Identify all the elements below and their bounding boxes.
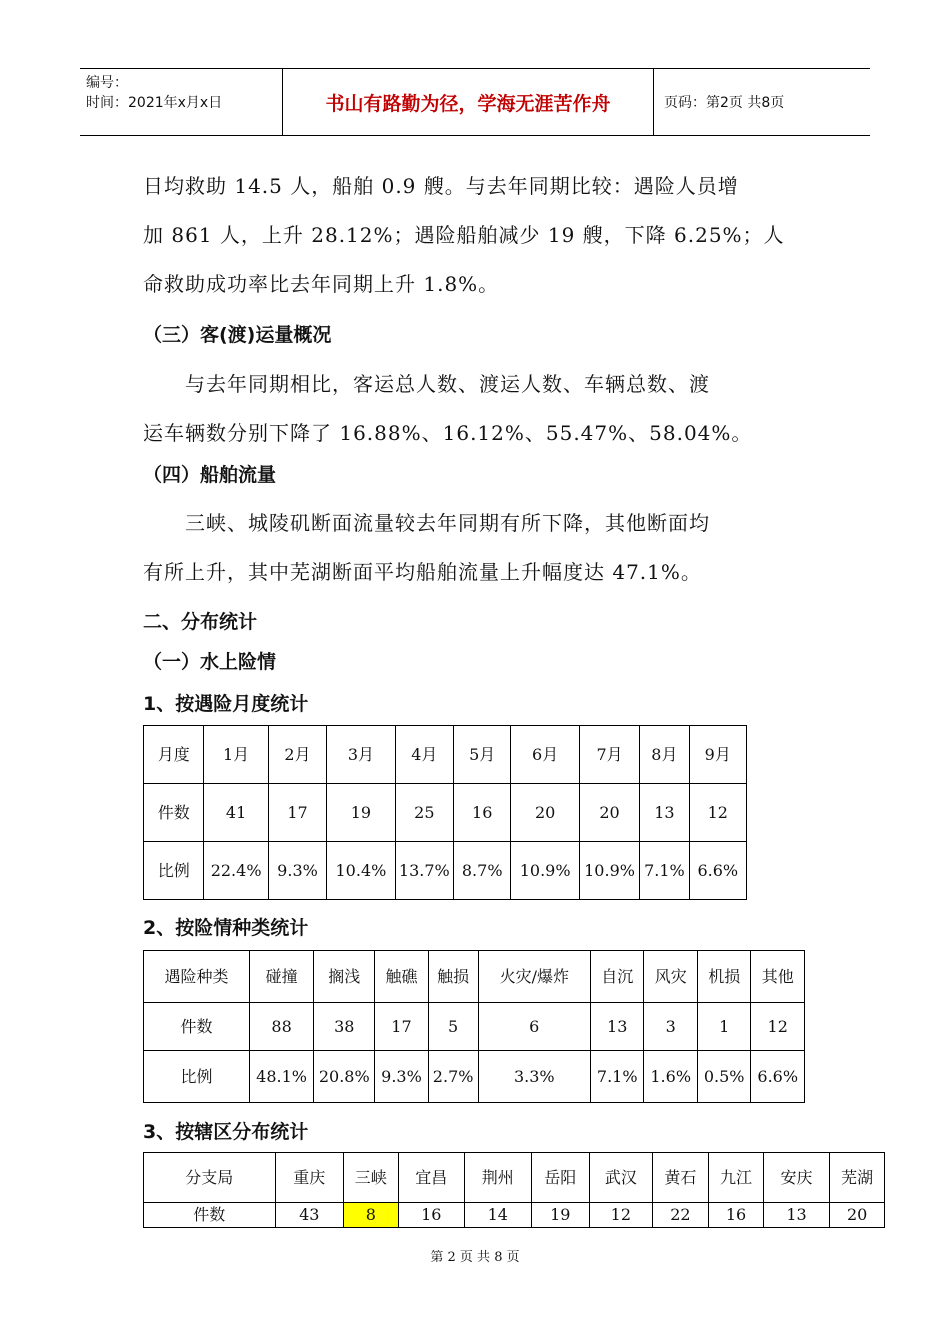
- table-cell: 19: [327, 784, 395, 842]
- table-cell: 13: [763, 1203, 829, 1228]
- table-cell: 22: [652, 1203, 709, 1228]
- table3-title: 3、按辖区分布统计: [143, 1121, 309, 1143]
- table-cell: 风灾: [644, 951, 697, 1003]
- table-cell: 7月: [579, 726, 639, 784]
- table-cell: 6: [478, 1003, 590, 1051]
- heading-ship-traffic: （四）船舶流量: [143, 464, 277, 486]
- table-cell: 22.4%: [204, 842, 268, 900]
- table-cell: 比例: [144, 842, 204, 900]
- table-jurisdiction: [143, 1152, 885, 1228]
- table-cell: 25: [395, 784, 453, 842]
- table-cell: 件数: [144, 1003, 250, 1051]
- table-cell: 1月: [204, 726, 268, 784]
- table-cell: 3.3%: [478, 1051, 590, 1103]
- doc-time-label: 时间：2021年x月x日: [86, 95, 223, 111]
- table-cell: 1: [697, 1003, 750, 1051]
- table-cell: 遇险种类: [144, 951, 250, 1003]
- table-cell: 19: [531, 1203, 590, 1228]
- table-cell: 触损: [428, 951, 478, 1003]
- heading-distribution: 二、分布统计: [143, 611, 258, 633]
- motto-text: 书山有路勤为径，学海无涯苦作舟: [325, 92, 611, 115]
- table-cell: 5: [428, 1003, 478, 1051]
- text-line: 加 861 人，上升 28.12%；遇险船舶减少 19 艘，下降 6.25%；人: [143, 223, 785, 247]
- table-cell: 20: [830, 1203, 885, 1228]
- table-row: [144, 1153, 885, 1203]
- table-cell: 12: [751, 1003, 805, 1051]
- table-cell: 5月: [454, 726, 511, 784]
- table-row: [144, 784, 747, 842]
- table-incident-types: [143, 950, 805, 1103]
- table-cell: 7.1%: [590, 1051, 643, 1103]
- table-cell: 2月: [268, 726, 326, 784]
- table-cell: 41: [204, 784, 268, 842]
- text-line: 与去年同期相比，客运总人数、渡运人数、车辆总数、渡: [143, 372, 710, 396]
- table-cell: 13.7%: [395, 842, 453, 900]
- table-cell: 武汉: [590, 1153, 653, 1203]
- table-cell: 三峡: [344, 1153, 399, 1203]
- heading-passenger-volume: （三）客(渡)运量概况: [143, 324, 332, 346]
- paragraph-ship-traffic: [143, 499, 808, 597]
- table-cell: 7.1%: [640, 842, 689, 900]
- table-cell: 6.6%: [689, 842, 746, 900]
- doc-number-label: 编号：: [86, 75, 128, 91]
- table-row: [144, 1003, 805, 1051]
- table-cell: 9.3%: [268, 842, 326, 900]
- table-cell: 3月: [327, 726, 395, 784]
- table-cell: 6月: [511, 726, 579, 784]
- text-line: 日均救助 14.5 人，船舶 0.9 艘。与去年同期比较：遇险人员增: [143, 174, 739, 198]
- table-cell: 13: [640, 784, 689, 842]
- table-row: [144, 1203, 885, 1228]
- table-cell: 其他: [751, 951, 805, 1003]
- table-row: [144, 1051, 805, 1103]
- table-cell: 触礁: [375, 951, 428, 1003]
- table-cell: 件数: [144, 1203, 276, 1228]
- table-cell: 6.6%: [751, 1051, 805, 1103]
- table-cell: 8月: [640, 726, 689, 784]
- table-cell: 搁浅: [314, 951, 375, 1003]
- table-cell: 火灾/爆炸: [478, 951, 590, 1003]
- table-cell: 重庆: [275, 1153, 343, 1203]
- table-cell: 4月: [395, 726, 453, 784]
- paragraph-rescue-stats: [143, 162, 808, 309]
- table-cell: 黄石: [652, 1153, 709, 1203]
- header-meta: [80, 69, 282, 135]
- table-cell: 1.6%: [644, 1051, 697, 1103]
- table-cell: 9月: [689, 726, 746, 784]
- table-cell: 88: [249, 1003, 313, 1051]
- page-number-label: 页码：第2页 共8页: [664, 95, 785, 111]
- table-row: [144, 951, 805, 1003]
- table-cell: 宜昌: [398, 1153, 464, 1203]
- table-monthly: [143, 725, 747, 900]
- table-cell: 17: [375, 1003, 428, 1051]
- table-cell: 自沉: [590, 951, 643, 1003]
- table-cell: 8.7%: [454, 842, 511, 900]
- text-line: 命救助成功率比去年同期上升 1.8%。: [143, 272, 500, 296]
- table-cell: 比例: [144, 1051, 250, 1103]
- table-cell: 0.5%: [697, 1051, 750, 1103]
- table-cell: 17: [268, 784, 326, 842]
- table-cell: 九江: [709, 1153, 764, 1203]
- table-cell: 3: [644, 1003, 697, 1051]
- table-cell: 荆州: [465, 1153, 531, 1203]
- table1-title: 1、按遇险月度统计: [143, 693, 309, 715]
- table-cell: 14: [465, 1203, 531, 1228]
- table-row: [144, 726, 747, 784]
- table-cell: 2.7%: [428, 1051, 478, 1103]
- text-line: 有所上升，其中芜湖断面平均船舶流量上升幅度达 47.1%。: [143, 560, 702, 584]
- table-cell: 43: [275, 1203, 343, 1228]
- table-row: [144, 842, 747, 900]
- text-line: 三峡、城陵矶断面流量较去年同期有所下降，其他断面均: [143, 511, 710, 535]
- header-page: [654, 69, 870, 135]
- table-cell: 20.8%: [314, 1051, 375, 1103]
- text-line: 运车辆数分别下降了 16.88%、16.12%、55.47%、58.04%。: [143, 421, 753, 445]
- table-cell: 安庆: [763, 1153, 829, 1203]
- table-cell: 机损: [697, 951, 750, 1003]
- table-cell: 16: [398, 1203, 464, 1228]
- table-cell: 10.4%: [327, 842, 395, 900]
- page-header: [80, 68, 870, 136]
- table-cell: 9.3%: [375, 1051, 428, 1103]
- table-cell: 16: [454, 784, 511, 842]
- table-cell: 月度: [144, 726, 204, 784]
- table2-title: 2、按险情种类统计: [143, 917, 309, 939]
- table-cell: 12: [590, 1203, 653, 1228]
- heading-water-incidents: （一）水上险情: [143, 651, 277, 673]
- table-cell: 20: [511, 784, 579, 842]
- table-cell: 38: [314, 1003, 375, 1051]
- table-cell: 芜湖: [830, 1153, 885, 1203]
- table-cell: 件数: [144, 784, 204, 842]
- table-cell: 16: [709, 1203, 764, 1228]
- table-cell: 碰撞: [249, 951, 313, 1003]
- table-cell: 10.9%: [579, 842, 639, 900]
- table-cell: 岳阳: [531, 1153, 590, 1203]
- table-cell: 48.1%: [249, 1051, 313, 1103]
- table-cell: 20: [579, 784, 639, 842]
- table-cell: 13: [590, 1003, 643, 1051]
- highlighted-cell: 8: [344, 1203, 399, 1228]
- table-cell: 分支局: [144, 1153, 276, 1203]
- header-motto: [282, 69, 654, 135]
- page-footer: 第 2 页 共 8 页: [430, 1250, 520, 1265]
- table-cell: 12: [689, 784, 746, 842]
- paragraph-passenger-volume: [143, 360, 808, 458]
- table-cell: 10.9%: [511, 842, 579, 900]
